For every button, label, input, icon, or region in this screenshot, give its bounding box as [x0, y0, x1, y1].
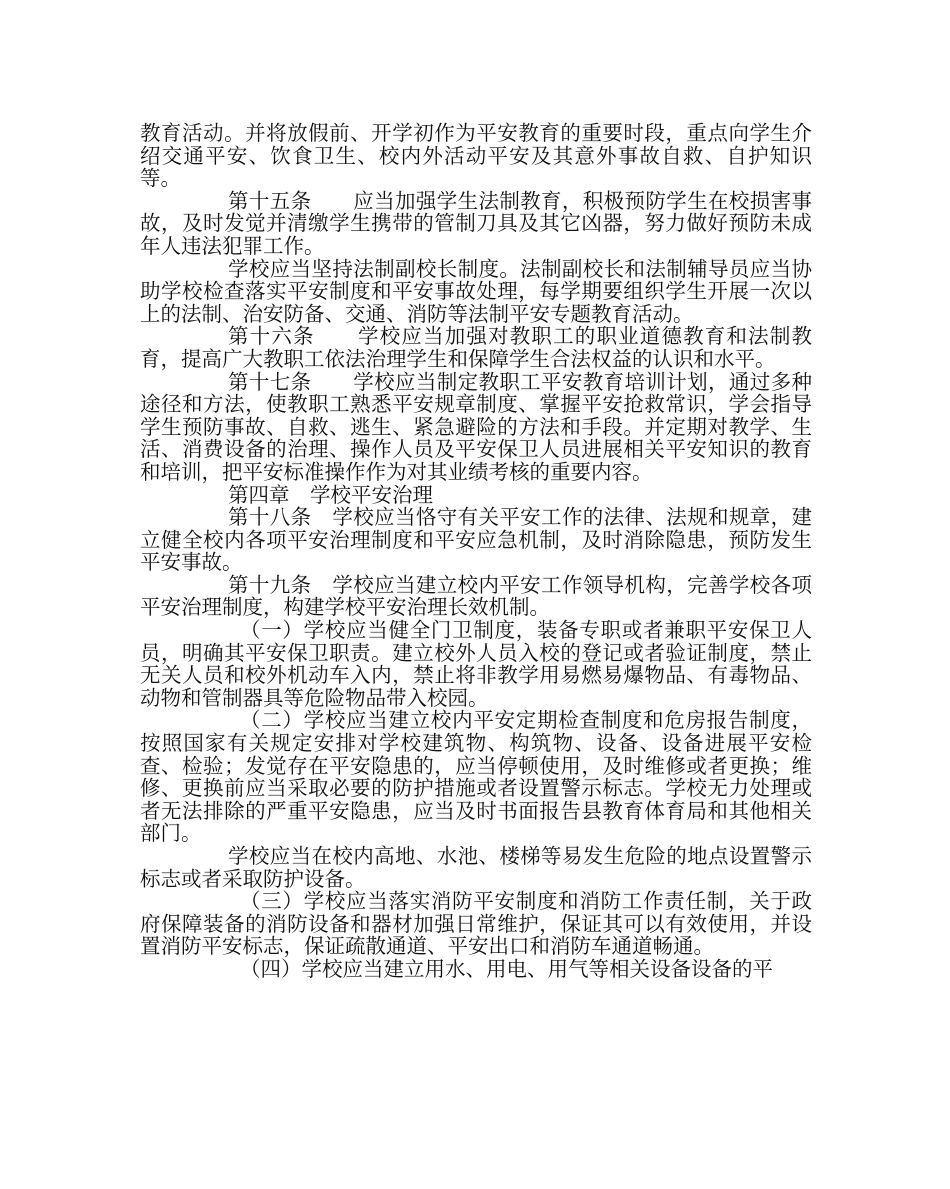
document-body [140, 122, 812, 981]
paragraph-article-16: 第十六条 学校应当加强对教职工的职业道德教育和法制教育，提高广大教职工依法治理学生和保障学生合法权益的认识和水平。 [140, 324, 812, 371]
paragraph-article-15: 第十五条 应当加强学生法制教育，积极预防学生在校损害事故，及时发觉并清缴学生携带的管制刀具及其它凶器，努力做好预防未成年人违法犯罪工作。 [140, 188, 812, 258]
paragraph-item-4: （四）学校应当建立用水、用电、用气等相关设备设备的平 [240, 956, 773, 981]
paragraph-item-3: （三）学校应当落实消防平安制度和消防工作责任制，关于政府保障装备的消防设备和器材加强日常维护，保证其可以有效使用，并设置消防平安标志，保证疏散通道、平安出口和消防车通道畅通。 [140, 889, 812, 959]
chapter-heading: 第四章 学校平安治理 [228, 482, 433, 507]
paragraph-intro-continuation: 教育活动。并将放假前、开学初作为平安教育的重要时段，重点向学生介绍交通平安、饮食卫生、校内外活动平安及其意外事故自救、自护知识等。 [140, 121, 812, 191]
paragraph-article-19: 第十九条 学校应当建立校内平安工作领导机构，完善学校各项平安治理制度，构建学校平安治理长效机制。 [140, 572, 812, 620]
paragraph-item-2: （二）学校应当建立校内平安定期检查制度和危房报告制度，按照国家有关规定安排对学校建筑物、构筑物、设备、设备进展平安检查、检验；发觉存在平安隐患的，应当停顿使用，及时维修或者更换；维修、更换前应当采取必要的防护措施或者设置警示标志。学校无力处理或者无法排除的严重平安隐患，应当及时书面报告县教育体育局和其他相关部门。 [140, 708, 812, 846]
paragraph-warning-signs: 学校应当在校内高地、水池、楼梯等易发生危险的地点设置警示标志或者采取防护设备。 [140, 844, 812, 891]
paragraph-article-17: 第十七条 学校应当制定教职工平安教育培训计划，通过多种途径和方法，使教职工熟悉平安规章制度、掌握平安抢救常识，学会指导学生预防事故、自救、逃生、紧急避险的方法和手段。并定期对教学、生活、消费设备的治理、操作人员及平安保卫人员进展相关平安知识的教育和培训，把平安标准操作作为对其业绩考核的重要内容。 [140, 369, 812, 484]
paragraph-item-1: （一）学校应当健全门卫制度，装备专职或者兼职平安保卫人员，明确其平安保卫职责。建立校外人员入校的登记或者验证制度，禁止无关人员和校外机动车入内，禁止将非教学用易燃易爆物品、有毒物品、动物和管制器具等危险物品带入校园。 [140, 618, 812, 710]
paragraph-article-18: 第十八条 学校应当恪守有关平安工作的法律、法规和规章，建立健全校内各项平安治理制度和平安应急机制，及时消除隐患，预防发生平安事故。 [140, 505, 812, 575]
paragraph-legal-vice-principal: 学校应当坚持法制副校长制度。法制副校长和法制辅导员应当协助学校检查落实平安制度和平安事故处理，每学期要组织学生开展一次以上的法制、治安防备、交通、消防等法制平安专题教育活动。 [140, 256, 812, 326]
